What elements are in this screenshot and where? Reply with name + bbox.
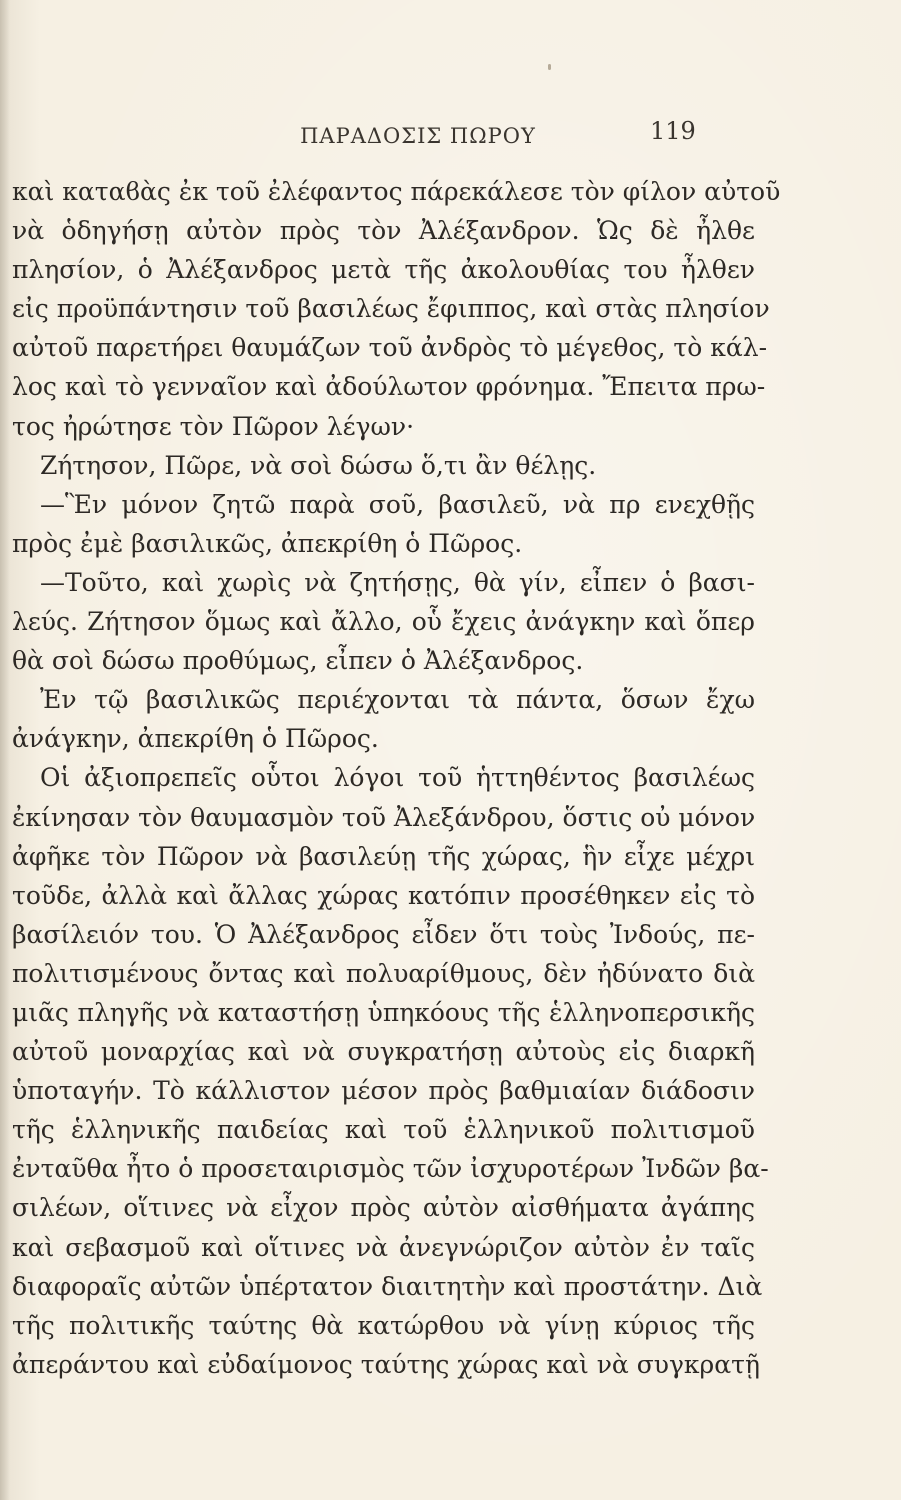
text-line: ἀφῆκε τὸν Πῶρον νὰ βασιλεύῃ τῆς χώρας, ἣν εἶχε μέχρι [12, 841, 755, 871]
text-line: τῆς πολιτικῆς ταύτης θὰ κατώρθου νὰ γίνῃ κύριος τῆς [12, 1310, 755, 1340]
text-line: λεύς. Ζήτησον ὅμως καὶ ἄλλο, οὗ ἔχεις ἀνάγκην καὶ ὅπερ [12, 607, 755, 637]
text-line: Ἐν τῷ βασιλικῶς περιέχονται τὰ πάντα, ὅσων ἔχω [40, 685, 755, 715]
text-line: Οἱ ἀξιοπρεπεῖς οὗτοι λόγοι τοῦ ἡττηθέντος βασιλέως [40, 763, 755, 793]
text-line: τῆς ἑλληνικῆς παιδείας καὶ τοῦ ἑλληνικοῦ πολιτισμοῦ [12, 1115, 755, 1145]
text-line: —Ἓν μόνον ζητῶ παρὰ σοῦ, βασιλεῦ, νὰ πρ ενεχθῇς [40, 489, 755, 519]
text-line: καὶ καταϐὰς ἐκ τοῦ ἐλέφαντος πάρεκάλεσε τὸν φίλον αὐτοῦ [12, 177, 781, 206]
text-line: ἐνταῦθα ἦτο ὁ προσεταιρισμὸς τῶν ἰσχυροτέρων Ἰνδῶν βα- [12, 1154, 769, 1184]
text-line: τοῦδε, ἀλλὰ καὶ ἄλλας χώρας κατόπιν προσέθηκεν εἰς τὸ [12, 880, 755, 910]
text-line: εἰς προϋπάντησιν τοῦ βασιλέως ἔφιππος, καὶ στὰς πλησίον [12, 294, 770, 324]
text-line: πλησίον, ὁ Ἀλέξανδρος μετὰ τῆς ἀκολουθίας του ἦλθεν [12, 255, 755, 285]
text-line: λος καὶ τὸ γενναῖον καὶ ἀδούλωτον φρόνημα. Ἔπειτα πρω- [12, 372, 766, 402]
page-number: 119 [650, 117, 696, 145]
text-line: ἀνάγκην, ἀπεκρίθη ὁ Πῶρος. [12, 724, 379, 754]
text-line: πρὸς ἐμὲ βασιλικῶς, ἀπεκρίθη ὁ Πῶρος. [12, 528, 523, 558]
body-text [0, 172, 781, 1384]
text-line: ἐκίνησαν τὸν θαυμασμὸν τοῦ Ἀλεξάνδρου, ὅστις οὐ μόνον [12, 802, 756, 832]
text-line: πολιτισμένους ὄντας καὶ πολυαρίθμους, δὲν ἠδύνατο διὰ [12, 958, 755, 988]
text-line: αὐτοῦ παρετήρει θαυμάζων τοῦ ἀνδρὸς τὸ μέγεθος, τὸ κάλ- [12, 333, 768, 363]
text-line: ἀπεράντου καὶ εὐδαίμονος ταύτης χώρας καὶ νὰ συγκρατῇ [12, 1349, 760, 1379]
text-line: μιᾶς πληγῆς νὰ καταστήσῃ ὑπηκόους τῆς ἑλληνοπερσικῆς [12, 997, 755, 1027]
text-line: νὰ ὁδηγήσῃ αὐτὸν πρὸς τὸν Ἀλέξανδρον. Ὡς δὲ ἦλθε [12, 216, 755, 246]
text-line: βασίλειόν του. Ὁ Ἀλέξανδρος εἶδεν ὅτι τοὺς Ἰνδούς, πε- [12, 919, 755, 949]
text-line: Ζήτησον, Πῶρε, νὰ σοὶ δώσω ὅ,τι ἂν θέλῃς. [40, 450, 597, 480]
text-line: —Τοῦτο, καὶ χωρὶς νὰ ζητήσῃς, θὰ γίν, εἶπεν ὁ βασι- [40, 567, 755, 597]
text-line: θὰ σοὶ δώσω προθύμως, εἶπεν ὁ Ἀλέξανδρος. [12, 646, 584, 676]
text-line: διαφοραῖς αὐτῶν ὑπέρτατον διαιτητὴν καὶ προστάτην. Διὰ [12, 1271, 763, 1301]
text-line: σιλέων, οἵτινες νὰ εἶχον πρὸς αὐτὸν αἰσθήματα ἀγάπης [12, 1193, 755, 1223]
text-line: ὑποταγήν. Τὸ κάλλιστον μέσον πρὸς βαθμιαίαν διάδοσιν [12, 1076, 755, 1106]
text-line: τος ἠρώτησε τὸν Πῶρον λέγων· [12, 411, 415, 441]
text-line: αὐτοῦ μοναρχίας καὶ νὰ συγκρατήσῃ αὐτοὺς εἰς διαρκῆ [12, 1037, 755, 1067]
running-title: ΠΑΡΑΔΟΣΙΣ ΠΩΡΟΥ [300, 124, 536, 148]
paper-mark [548, 64, 551, 70]
text-line: καὶ σεβασμοῦ καὶ οἵτινες νὰ ἀνεγνώριζον αὐτὸν ἐν ταῖς [12, 1232, 755, 1262]
